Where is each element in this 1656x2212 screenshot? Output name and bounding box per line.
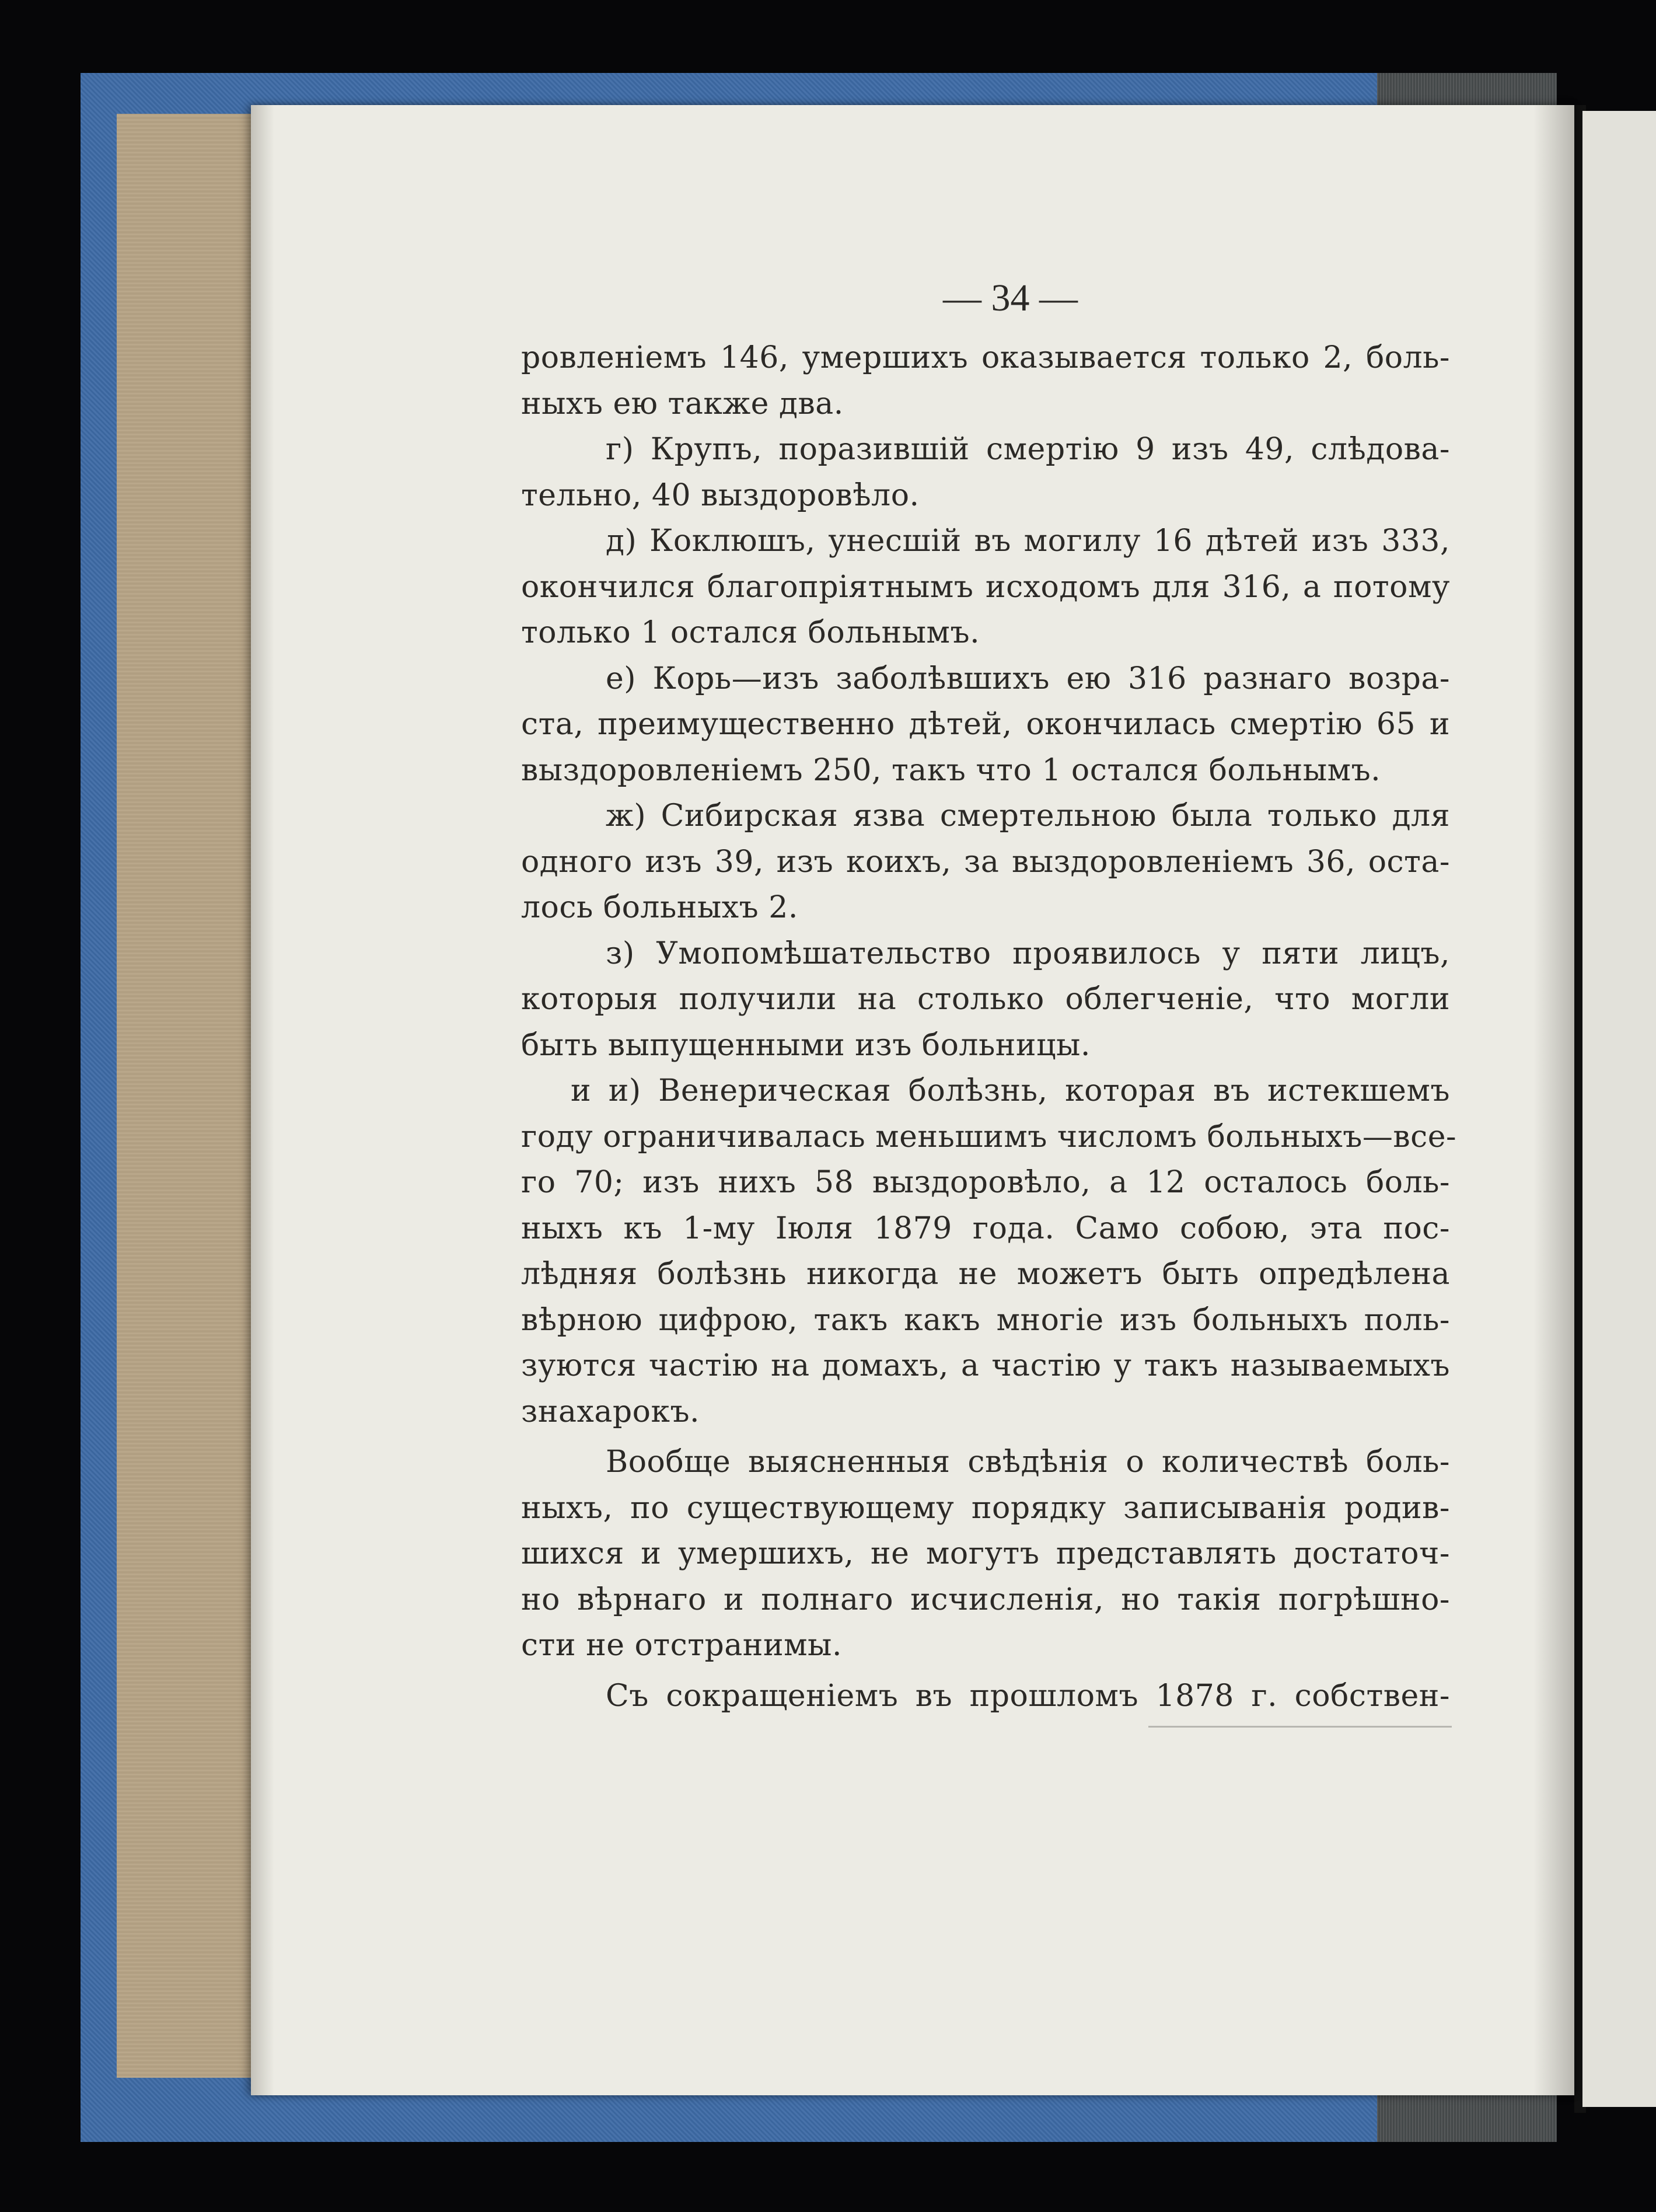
- page-shade-left: [251, 105, 274, 2095]
- body-text: [521, 335, 1457, 1719]
- text-line: го 70; изъ нихъ 58 выздоровѣло, а 12 осталось боль-: [521, 1165, 1450, 1200]
- text-line: ныхъ, по существующему порядку записыванія родив-: [521, 1490, 1450, 1526]
- text-line: сти не отстранимы.: [521, 1628, 842, 1663]
- text-line: одного изъ 39, изъ коихъ, за выздоровленіемъ 36, оста-: [521, 844, 1450, 880]
- text-line: ровленіемъ 146, умершихъ оказывается только 2, боль-: [521, 340, 1450, 375]
- text-line: е) Корь—изъ заболѣвшихъ ею 316 разнаго возра-: [606, 661, 1450, 696]
- text-line: Вообще выясненныя свѣдѣнія о количествѣ боль-: [606, 1445, 1450, 1480]
- text-line: которыя получили на столько облегченіе, что могли: [521, 982, 1450, 1017]
- text-line: и и) Венерическая болѣзнь, которая въ истекшемъ: [571, 1073, 1450, 1108]
- text-line: лѣдняя болѣзнь никогда не можетъ быть опредѣлена: [521, 1257, 1450, 1292]
- page-content: [521, 277, 1457, 1719]
- text-line: но вѣрнаго и полнаго исчисленія, но такія погрѣшно-: [521, 1582, 1450, 1617]
- text-line: окончился благопріятнымъ исходомъ для 316, а потому: [521, 569, 1450, 605]
- page-number: — 34 —: [943, 277, 1078, 319]
- text-line: только 1 остался больнымъ.: [521, 615, 980, 650]
- facing-page: [1582, 111, 1656, 2107]
- text-line: ныхъ ею также два.: [521, 386, 844, 421]
- text-line: г) Крупъ, поразившій смертію 9 изъ 49, слѣдова-: [606, 432, 1450, 467]
- text-line: выздоровленіемъ 250, такъ что 1 остался больнымъ.: [521, 752, 1381, 788]
- text-line: быть выпущенными изъ больницы.: [521, 1027, 1091, 1063]
- text-line: тельно, 40 выздоровѣло.: [521, 477, 920, 513]
- text-line: лось больныхъ 2.: [521, 890, 798, 925]
- text-line: зуются частію на домахъ, а частію у такъ называемыхъ: [521, 1348, 1450, 1383]
- paragraph-gap: [521, 1669, 1450, 1673]
- paragraph-gap: [521, 1435, 1450, 1439]
- text-line: ж) Сибирская язва смертельною была только для: [606, 798, 1450, 833]
- text-line: знахарокъ.: [521, 1394, 700, 1429]
- bleed-through-rule: [1148, 1726, 1452, 1728]
- pastedown-paper: [117, 114, 263, 2078]
- text-line: ста, преимущественно дѣтей, окончилась смертію 65 и: [521, 707, 1450, 742]
- text-line: Съ сокращеніемъ въ прошломъ 1878 г. собствен-: [606, 1678, 1450, 1714]
- text-line: д) Коклюшъ, унесшій въ могилу 16 дѣтей изъ 333,: [606, 524, 1450, 559]
- text-line: шихся и умершихъ, не могутъ представлять достаточ-: [521, 1536, 1450, 1571]
- text-line: ныхъ къ 1-му Іюля 1879 года. Само собою, эта пос-: [521, 1210, 1450, 1246]
- page-shade-right: [1533, 105, 1574, 2095]
- text-line: з) Умопомѣшательство проявилось у пяти лицъ,: [606, 936, 1450, 971]
- text-line: году ограничивалась меньшимъ числомъ больныхъ—все-: [521, 1119, 1457, 1154]
- text-line: вѣрною цифрою, такъ какъ многіе изъ больныхъ поль-: [521, 1302, 1450, 1338]
